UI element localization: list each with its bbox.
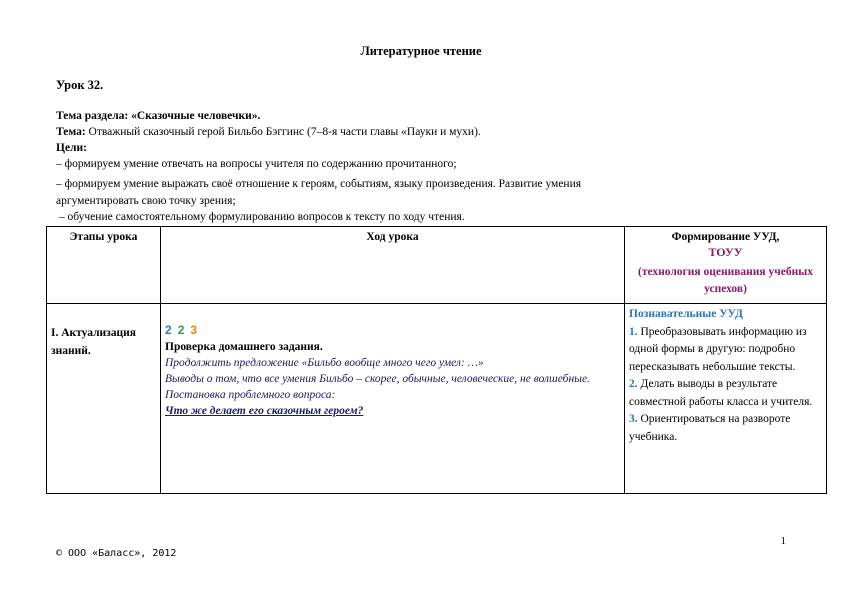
goal-item: – формируем умение выражать своё отношение к героям, событиям, языку произведения. Развитие умения xyxy=(56,178,582,190)
section-value: «Сказочные человечки». xyxy=(128,110,261,122)
course-cell xyxy=(161,304,625,494)
page-number: 1 xyxy=(780,535,786,547)
header-course: Ход урока xyxy=(161,227,625,304)
digit: 3 xyxy=(190,323,198,337)
header-stages: Этапы урока xyxy=(47,227,161,304)
header-uud-title: Формирование УУД, xyxy=(671,231,780,243)
table-header-row xyxy=(47,227,827,304)
goals-label: Цели: xyxy=(56,142,87,154)
touu-digits xyxy=(165,322,620,339)
topic-label: Тема: xyxy=(56,126,86,138)
continue-sentence: Продолжить предложение «Бильбо вообще много чего умел: …» xyxy=(165,357,484,369)
section-line xyxy=(56,108,260,124)
goal-item: – формируем умение отвечать на вопросы учителя по содержанию прочитанного; xyxy=(56,158,457,170)
problem-statement: Постановка проблемного вопроса: xyxy=(165,389,336,401)
table-row xyxy=(47,304,827,494)
homework-check: Проверка домашнего задания. xyxy=(165,341,323,353)
header-touu: ТОУУ xyxy=(708,245,743,259)
uud-heading: Познавательные УУД xyxy=(629,308,743,320)
section-label: Тема раздела: xyxy=(56,110,129,122)
lesson-table xyxy=(46,226,827,494)
uud-item: 1. Преобразовывать информацию из одной формы в другую: подробно пересказывать небольшие тексты. xyxy=(629,325,807,373)
header-uud xyxy=(625,227,827,304)
goal-item: – обучение самостоятельному формулированию вопросов к тексту по ходу чтения. xyxy=(56,211,465,223)
conclusions: Выводы о том, что все умения Бильбо – скорее, обычные, человеческие, не волшебные. xyxy=(165,373,590,385)
copyright: © ООО «Баласс», 2012 xyxy=(56,548,177,559)
uud-item: 2. Делать выводы в результате совместной работы класса и учителя. xyxy=(629,378,813,408)
topic-value: Отважный сказочный герой Бильбо Бэггинс (7–8-я части главы «Пауки и мухи). xyxy=(85,126,481,138)
digit: 2 xyxy=(177,323,185,337)
page-title: Литературное чтение xyxy=(360,44,482,58)
header-touu-desc: (технология оценивания учебных успехов) xyxy=(638,266,813,295)
lesson-number: Урок 32. xyxy=(56,78,104,92)
uud-item: 3. Ориентироваться на развороте учебника. xyxy=(629,413,791,443)
goal-item: аргументировать свою точку зрения; xyxy=(56,195,236,207)
uud-cell xyxy=(625,304,827,494)
stage-cell: I. Актуализация знаний. xyxy=(47,304,161,494)
problem-question: Что же делает его сказочным героем? xyxy=(165,405,364,417)
digit: 2 xyxy=(165,323,172,337)
topic-line xyxy=(56,124,481,140)
